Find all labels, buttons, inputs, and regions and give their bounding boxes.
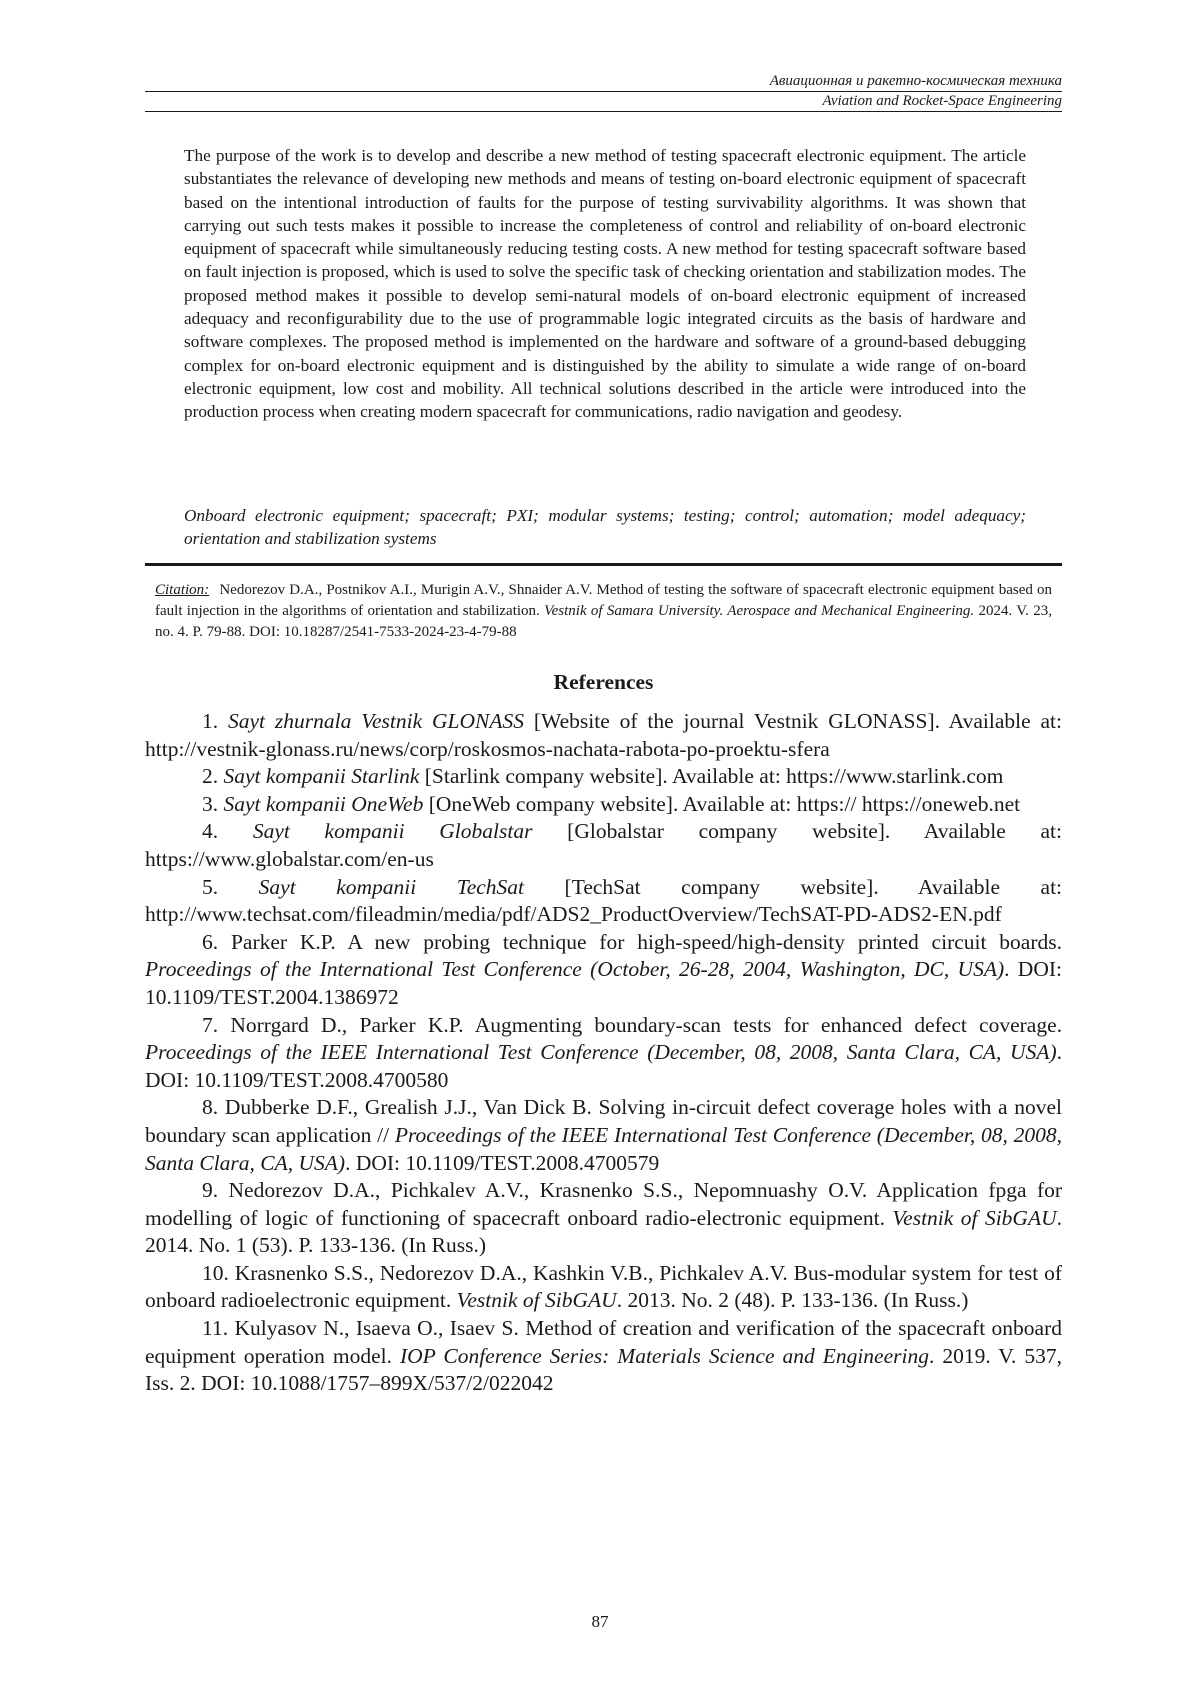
reference-source: Sayt zhurnala Vestnik GLONASS bbox=[228, 709, 524, 733]
section-divider bbox=[145, 563, 1062, 566]
reference-text: Krasnenko S.S., Nedorezov D.A., Kashkin V.B., Pichkalev A.V. Bus-modular system for test of onboard radioelectronic equipment. bbox=[145, 1260, 1062, 1313]
reference-item bbox=[145, 1260, 1062, 1315]
reference-text: Dubberke D.F., Grealish J.J., Van Dick B. Solving in-circuit defect coverage holes with a novel boundary scan application // bbox=[145, 1095, 1062, 1147]
reference-number: 7. bbox=[202, 1012, 219, 1037]
running-header bbox=[145, 72, 1062, 112]
reference-number: 9. bbox=[202, 1178, 219, 1203]
citation-label: Citation: bbox=[155, 582, 210, 598]
reference-item bbox=[145, 929, 1062, 1012]
citation-block bbox=[155, 580, 1052, 643]
reference-text: Nedorezov D.A., Pichkalev A.V., Krasnenko S.S., Nepomnuashy O.V. Application fpga for modelling of logic of functioning of spacecraft onboard radio-electronic equipment. bbox=[145, 1178, 1063, 1230]
reference-details: . DOI: 10.1109/TEST.2008.4700579 bbox=[345, 1150, 660, 1175]
reference-item bbox=[145, 1012, 1062, 1095]
reference-text: Kulyasov N., Isaeva O., Isaev S. Method of creation and verification of the spacecraft onboard equipment operation model. bbox=[145, 1316, 1063, 1368]
reference-details: . 2013. No. 2 (48). P. 133-136. (In Russ.) bbox=[616, 1288, 969, 1313]
journal-title-ru: Авиационная и ракетно-космическая техника bbox=[145, 72, 1062, 92]
reference-details: [TechSat company website]. Available at: http://www.techsat.com/fileadmin/media/pdf/ADS2_ProductOverview/TechSAT-PD-ADS2-EN.pdf bbox=[145, 874, 1063, 927]
citation-authors-title: Nedorezov D.A., Postnikov A.I., Murigin A.V., Shnaider A.V. Method of testing the software of spacecraft electronic equipment based on fault injection in the algorithms of orientation and stabilization. bbox=[155, 582, 1053, 619]
reference-item bbox=[145, 791, 1062, 819]
reference-details: [OneWeb company website]. Available at: https:// https://oneweb.net bbox=[423, 791, 1021, 816]
reference-details: . 2019. V. 537, Iss. 2. DOI: 10.1088/1757–899X/537/2/022042 bbox=[145, 1343, 1062, 1396]
reference-number: 11. bbox=[202, 1316, 229, 1341]
reference-details: [Starlink company website]. Available at: https://www.starlink.com bbox=[419, 764, 1004, 789]
reference-number: 2. bbox=[202, 764, 219, 789]
reference-details: [Globalstar company website]. Available at: https://www.globalstar.com/en-us bbox=[145, 819, 1062, 871]
reference-number: 4. bbox=[202, 819, 219, 844]
reference-number: 3. bbox=[202, 791, 219, 816]
reference-item bbox=[145, 1177, 1062, 1260]
references-heading: References bbox=[553, 670, 654, 694]
reference-source: Sayt kompanii Starlink bbox=[223, 764, 420, 789]
reference-source: IOP Conference Series: Materials Science and Engineering bbox=[399, 1343, 929, 1368]
reference-number: 1. bbox=[202, 709, 219, 733]
reference-source: Vestnik of SibGAU bbox=[456, 1288, 617, 1313]
reference-details: . DOI: 10.1109/TEST.2008.4700580 bbox=[145, 1040, 1062, 1092]
reference-item bbox=[145, 763, 1062, 791]
reference-number: 10. bbox=[202, 1260, 229, 1285]
abstract-text: The purpose of the work is to develop and describe a new method of testing spacecraft electronic equipment. The article substantiates the relevance of developing new methods and means of testing on-board electronic equipment of spacecraft based on the intentional introduction of faults for the purpose of testing survivability algorithms. It was shown that carrying out such tests makes it possible to increase the completeness of control and reliability of on-board electronic equipment of spacecraft while simultaneously reducing testing costs. A new method for testing spacecraft software based on fault injection is proposed, which is used to solve the specific task of checking orientation and stabilization modes. The proposed method makes it possible to develop semi-natural models of on-board electronic equipment of increased adequacy and reconfigurability due to the use of programmable logic integrated circuits as the basis of hardware and software complexes. The proposed method is implemented on the hardware and software of a ground-based debugging complex for on-board electronic equipment and is distinguished by the ability to simulate a wide range of on-board electronic equipment, low cost and mobility. All technical solutions described in the article were introduced into the production process when creating modern spacecraft for communications, radio navigation and geodesy. bbox=[184, 146, 1026, 422]
citation-details: 2024. V. 23, no. 4. P. 79-88. DOI: 10.18287/2541-7533-2024-23-4-79-88 bbox=[155, 603, 1052, 640]
reference-source: Sayt kompanii TechSat bbox=[258, 874, 525, 899]
reference-item bbox=[145, 708, 1062, 763]
reference-source: Proceedings of the International Test Conference (October, 26-28, 2004, Washington, DC, USA) bbox=[145, 957, 1005, 982]
reference-number: 5. bbox=[202, 874, 219, 899]
page-number: 87 bbox=[591, 1612, 609, 1631]
reference-item bbox=[145, 874, 1062, 929]
reference-number: 8. bbox=[202, 1095, 219, 1120]
reference-item bbox=[145, 1094, 1062, 1177]
reference-item bbox=[145, 1315, 1062, 1398]
reference-details: [Website of the journal Vestnik GLONASS]. Available at: http://vestnik-glonass.ru/news/corp/roskosmos-nachata-rabota-po-proektu-sfera bbox=[145, 709, 1063, 761]
reference-source: Sayt kompanii Globalstar bbox=[252, 819, 533, 844]
reference-source: Proceedings of the IEEE International Test Conference (December, 08, 2008, Santa Clara, CA, USA) bbox=[145, 1040, 1057, 1065]
reference-text: Parker K.P. A new probing technique for high-speed/high-density printed circuit boards. bbox=[230, 929, 1062, 954]
reference-item bbox=[145, 818, 1062, 873]
reference-number: 6. bbox=[202, 929, 219, 954]
citation-journal: Vestnik of Samara University. Aerospace and Mechanical Engineering. bbox=[544, 603, 975, 619]
reference-text: Norrgard D., Parker K.P. Augmenting boundary-scan tests for enhanced defect coverage. bbox=[230, 1012, 1063, 1037]
reference-source: Sayt kompanii OneWeb bbox=[223, 791, 424, 816]
reference-source: Vestnik of SibGAU bbox=[892, 1205, 1057, 1230]
keywords-text: Onboard electronic equipment; spacecraft; PXI; modular systems; testing; control; automation; model adequacy; orientation and stabilization systems bbox=[184, 506, 1026, 549]
reference-details: . DOI: 10.1109/TEST.2004.1386972 bbox=[145, 957, 1062, 1009]
reference-source: Proceedings of the IEEE International Test Conference (December, 08, 2008, Santa Clara, CA, USA) bbox=[145, 1122, 1062, 1175]
reference-details: . 2014. No. 1 (53). P. 133-136. (In Russ.) bbox=[145, 1205, 1062, 1258]
references-list bbox=[145, 708, 1062, 1398]
journal-title-en: Aviation and Rocket-Space Engineering bbox=[145, 92, 1062, 112]
